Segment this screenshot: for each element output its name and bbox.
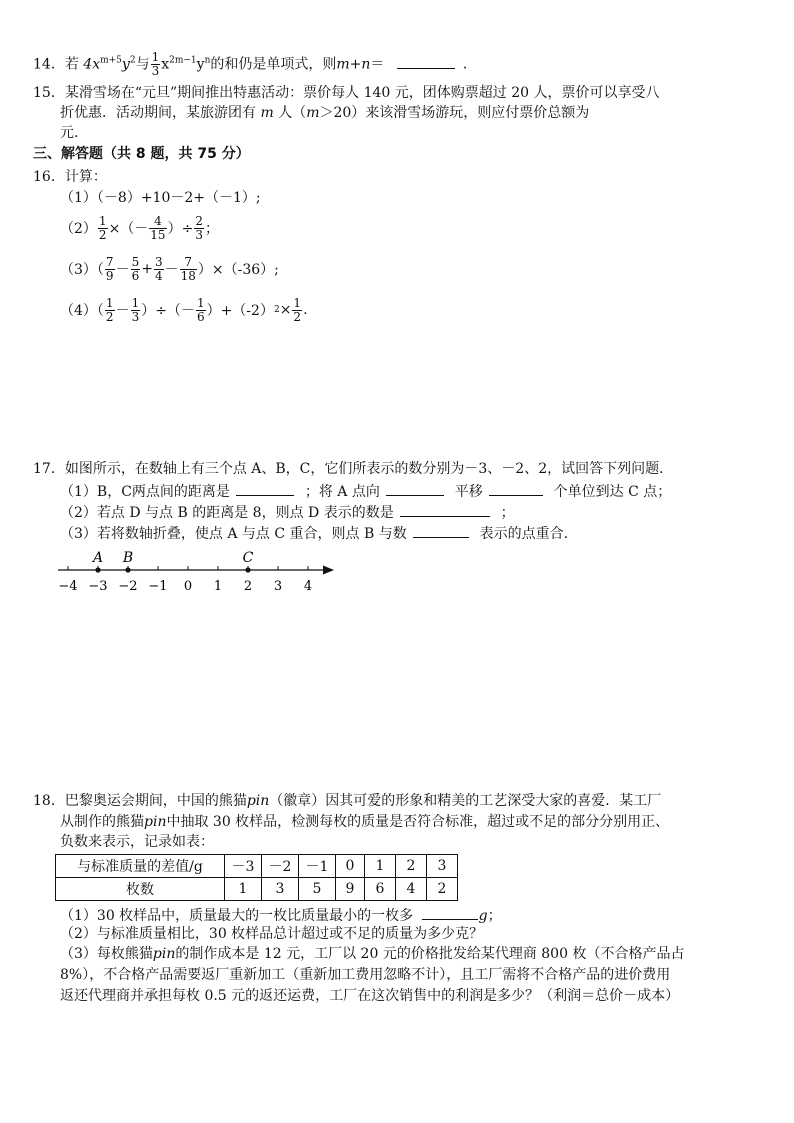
q18-part3-line1 bbox=[60, 945, 684, 963]
q17-p3-blank[interactable] bbox=[413, 523, 469, 538]
q14-term2-y: y bbox=[196, 56, 205, 73]
q16-p4-frac2 bbox=[131, 297, 141, 324]
q17-p1-d: 个单位到达 C 点； bbox=[553, 484, 672, 500]
q14-and: 与 bbox=[135, 56, 150, 73]
q18-line3: 负数来表示，记录如表： bbox=[60, 834, 214, 850]
q14-term1-xexp: m+5 bbox=[100, 55, 122, 66]
q16-p3-op2: + bbox=[141, 261, 153, 277]
table-cell: 9 bbox=[336, 878, 365, 901]
q16-p2-frac1 bbox=[98, 215, 108, 242]
q14-middle: 的和仍是单项式，则 bbox=[210, 56, 337, 73]
tick-label: −4 bbox=[58, 579, 78, 594]
frac-num: 1 bbox=[98, 213, 107, 228]
q18-part1 bbox=[60, 905, 502, 925]
frac-num: 3 bbox=[154, 254, 163, 269]
q16-p2-label: （2） bbox=[60, 221, 97, 237]
q17-p1-a: （1）B，C两点间的距离是 bbox=[60, 484, 230, 500]
q16-p4-label: （4）（ bbox=[60, 303, 104, 319]
q15-line1: 15．某滑雪场在“元旦”期间推出特惠活动：票价每人 140 元，团体购票超过 20 人，票价可以享受八 bbox=[33, 85, 660, 101]
q14-term2-xexp: 2m−1 bbox=[169, 55, 197, 66]
point-a-dot bbox=[95, 567, 100, 572]
table-cell: 1 bbox=[225, 878, 262, 901]
q16-part3 bbox=[60, 252, 279, 286]
q18-pin: pin bbox=[246, 793, 270, 809]
frac-num: 4 bbox=[149, 215, 166, 229]
q15-var-m2: m bbox=[306, 105, 320, 121]
q14-fraction bbox=[151, 51, 161, 78]
tick-label: 1 bbox=[213, 579, 223, 594]
q16-p4-op1: － bbox=[115, 303, 130, 319]
q18-part3-line3: 返还代理商并承担每枚 0.5 元的返还运费，工厂在这次销售中的利润是多少？（利润＝总价－成本） bbox=[60, 988, 680, 1004]
q14-frac-den: 3 bbox=[151, 64, 160, 78]
frac-den: 3 bbox=[195, 227, 203, 242]
table-header-diff: 与标准质量的差值/g bbox=[56, 855, 225, 878]
q18-pin: pin bbox=[152, 946, 176, 962]
number-line-arrow bbox=[323, 566, 334, 575]
q17-p1-blank1[interactable] bbox=[236, 481, 294, 496]
q18-p1-a: （1）30 枚样品中，质量最大的一枚比质量最小的一枚多 bbox=[60, 908, 414, 924]
q16-p3-label: （3）（ bbox=[60, 262, 104, 278]
tick-label: −1 bbox=[148, 579, 168, 594]
frac-den: 4 bbox=[154, 268, 163, 283]
frac-den: 6 bbox=[131, 268, 140, 283]
q18-line2-a: 从制作的熊猫 bbox=[60, 814, 144, 830]
q16-part1: （1）（－8）+10－2+（－1）; bbox=[60, 190, 261, 206]
q16-p2-end: ； bbox=[204, 221, 219, 237]
frac-num: 7 bbox=[180, 256, 197, 270]
tick-label: −2 bbox=[118, 579, 138, 594]
q16-p3-frac2 bbox=[131, 256, 141, 283]
frac-num: 5 bbox=[131, 254, 140, 269]
section3-heading: 三、解答题（共 8 题，共 75 分） bbox=[33, 146, 250, 162]
q18-line1-b: （徽章）因其可爱的形象和精美的工艺深受大家的喜爱．某工厂 bbox=[269, 793, 662, 809]
table-cell: －3 bbox=[225, 855, 262, 878]
q16-p4-times: × bbox=[279, 302, 292, 318]
tick-label: 2 bbox=[243, 579, 253, 594]
point-b-label: B bbox=[122, 550, 134, 566]
tick-label: −3 bbox=[88, 579, 108, 594]
q16-title: 16．计算： bbox=[33, 169, 107, 185]
q14-eq: ＝ bbox=[370, 56, 385, 73]
q14-line bbox=[33, 51, 477, 78]
q16-part2 bbox=[60, 211, 219, 245]
q14-mn: m+n bbox=[336, 56, 371, 73]
q14-term1-x: x bbox=[92, 56, 101, 73]
frac-den: 2 bbox=[293, 309, 302, 324]
table-cell: 5 bbox=[299, 878, 336, 901]
frac-num: 1 bbox=[196, 295, 205, 310]
table-cell: 6 bbox=[365, 878, 396, 901]
q15-line2-c: ＞20）来该滑雪场游玩，则应付票价总额为 bbox=[319, 105, 590, 121]
q16-p3-frac3 bbox=[154, 256, 164, 283]
table-cell: 3 bbox=[427, 855, 458, 878]
q15-line3: 元. bbox=[60, 125, 79, 141]
q15-line2-a: 折优惠．活动期间，某旅游团有 bbox=[60, 105, 256, 121]
table-cell: －2 bbox=[262, 855, 299, 878]
q16-part4: （4）（ $\frac{1}{2}$ － $\frac{1}{3}$ ）÷（－ $\frac{1}{6}$ ）+（-2） 2 × $\frac{1}{2}$ . bbox=[60, 295, 308, 324]
table-cell: 4 bbox=[396, 878, 427, 901]
table-header-count: 枚数 bbox=[56, 878, 225, 901]
q18-p1-unit: g bbox=[478, 908, 488, 924]
q17-p1-b: ；将 A 点向 bbox=[304, 484, 380, 500]
frac-den: 2 bbox=[105, 309, 114, 324]
frac-den: 9 bbox=[105, 268, 114, 283]
q15-var-m: m bbox=[260, 105, 274, 121]
q15-line2 bbox=[60, 104, 589, 122]
frac-den: 15 bbox=[150, 227, 166, 242]
point-b-dot bbox=[125, 567, 130, 572]
table-cell: 1 bbox=[365, 855, 396, 878]
q16-p4-mid2: ）+（-2） bbox=[206, 303, 274, 319]
q16-p4-frac1 bbox=[105, 297, 115, 324]
q17-p2-a: （2）若点 D 与点 B 的距离是 8，则点 D 表示的数是 bbox=[60, 505, 394, 521]
table-cell: 2 bbox=[427, 878, 458, 901]
frac-num: 1 bbox=[105, 295, 114, 310]
q17-p3-a: （3）若将数轴折叠，使点 A 与点 C 重合，则点 B 与数 bbox=[60, 526, 407, 542]
q17-line1: 17．如图所示，在数轴上有三个点 A、B，C，它们所表示的数分别为－3、－2、2，试回答下列问题. bbox=[33, 461, 664, 477]
frac-num: 2 bbox=[195, 213, 203, 228]
q16-p2-frac2 bbox=[149, 215, 166, 242]
q17-p1-blank3[interactable] bbox=[489, 481, 543, 496]
q18-part2: （2）与标准质量相比，30 枚样品总计超过或不足的质量为多少克？ bbox=[60, 926, 484, 942]
q14-term1-coef: 4 bbox=[83, 56, 93, 73]
q14-number: 14． bbox=[33, 56, 65, 73]
q18-line1 bbox=[33, 792, 661, 810]
q17-p1-c: 平移 bbox=[454, 484, 483, 500]
q14-end: ． bbox=[462, 56, 477, 73]
frac-num: 7 bbox=[105, 254, 114, 269]
q18-pin: pin bbox=[144, 814, 167, 830]
q17-p2-b: ； bbox=[500, 505, 515, 521]
q16-p3-op3: － bbox=[164, 262, 179, 278]
tick-label: 0 bbox=[183, 579, 193, 594]
q18-line1-a: 18．巴黎奥运会期间，中国的熊猫 bbox=[33, 793, 247, 809]
q17-p2-blank[interactable] bbox=[400, 502, 490, 517]
point-a-label: A bbox=[92, 550, 104, 566]
frac-den: 3 bbox=[131, 309, 140, 324]
q14-term2-yexp: n bbox=[204, 55, 211, 66]
q18-part3-line2: 8%），不合格产品需要返厂重新加工（重新加工费用忽略不计），且工厂需将不合格产品的进价费用 bbox=[60, 967, 671, 983]
q14-term1-y: y bbox=[121, 56, 130, 73]
table-row bbox=[56, 855, 458, 878]
q16-p2-times: ×（－ bbox=[108, 221, 149, 237]
q16-p2-div: ）÷ bbox=[167, 221, 194, 237]
q17-p3-b: 表示的点重合. bbox=[479, 526, 569, 542]
frac-num: 1 bbox=[293, 295, 302, 310]
q14-term1-yexp: 2 bbox=[129, 55, 136, 66]
q17-part3 bbox=[60, 523, 568, 543]
q16-p3-frac1 bbox=[105, 256, 115, 283]
tick-label: 3 bbox=[273, 579, 283, 594]
frac-num: 1 bbox=[131, 295, 140, 310]
point-c-dot bbox=[245, 567, 250, 572]
frac-den: 2 bbox=[98, 227, 107, 242]
q14-term2-x: x bbox=[161, 56, 170, 73]
table-cell: －1 bbox=[299, 855, 336, 878]
q15-line2-b: 人（ bbox=[278, 105, 307, 121]
q18-data-table bbox=[55, 854, 458, 901]
q16-p3-frac4 bbox=[180, 256, 197, 283]
frac-den: 6 bbox=[196, 309, 205, 324]
q18-line2 bbox=[60, 813, 669, 831]
q17-part2 bbox=[60, 502, 515, 522]
q16-p4-frac4 bbox=[292, 297, 302, 324]
table-cell: 2 bbox=[396, 855, 427, 878]
frac-den: 18 bbox=[180, 268, 196, 283]
q16-p4-mid: ）÷（－ bbox=[141, 303, 195, 319]
q18-p1-end: ； bbox=[487, 908, 502, 924]
table-row bbox=[56, 878, 458, 901]
q18-line2-b: 中抽取 30 枚样品，检测每枚的质量是否符合标准，超过或不足的部分分别用正、 bbox=[166, 814, 670, 830]
q14-frac-num: 1 bbox=[151, 50, 160, 64]
q18-p3-a: （3）每枚熊猫 bbox=[60, 946, 153, 962]
q17-part1 bbox=[60, 481, 671, 501]
q16-p2-frac3 bbox=[194, 215, 204, 242]
table-cell: 0 bbox=[336, 855, 365, 878]
table-cell: 3 bbox=[262, 878, 299, 901]
q18-p3-b: 的制作成本是 12 元，工厂以 20 元的价格批发给某代理商 800 枚（不合格产品占 bbox=[175, 946, 685, 962]
q16-p3-op1: － bbox=[115, 262, 130, 278]
tick-label: 4 bbox=[303, 579, 313, 594]
q16-p4-end: . bbox=[303, 302, 308, 318]
q16-p4-frac3 bbox=[196, 297, 206, 324]
number-line bbox=[50, 545, 350, 601]
q18-p1-blank[interactable] bbox=[422, 905, 478, 920]
q17-p1-blank2[interactable] bbox=[386, 481, 444, 496]
q16-p3-end: ）×（-36）; bbox=[197, 262, 279, 278]
q14-answer-blank[interactable] bbox=[397, 54, 455, 69]
number-line-points bbox=[91, 550, 254, 573]
q14-prefix: 若 bbox=[64, 56, 79, 73]
point-c-label: C bbox=[242, 550, 254, 566]
